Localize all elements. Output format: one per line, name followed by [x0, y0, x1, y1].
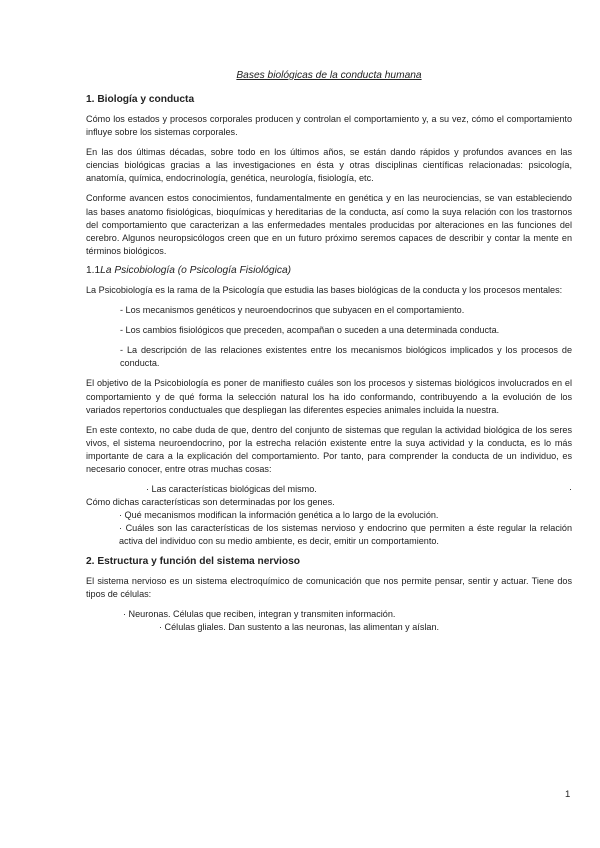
page-number: 1	[565, 789, 571, 800]
list-line-1	[86, 483, 572, 496]
section-1-1-paragraph-1: La Psicobiología es la rama de la Psicología que estudia las bases biológicas de la conducta y los procesos mentales:	[86, 284, 563, 295]
list-line-3: · Qué mecanismos modifican la información genética a lo largo de la evolución.	[119, 510, 439, 521]
cell-type-neurons: · Neuronas. Células que reciben, integran y transmiten información.	[123, 608, 396, 619]
cell-type-glial: · Células gliales. Dan sustento a las neuronas, las alimentan y aíslan.	[159, 621, 440, 632]
list-item: - Los mecanismos genéticos y neuroendocrinos que subyacen en el comportamiento.	[120, 305, 465, 316]
section-1-paragraph-2: En las dos últimas décadas, sobre todo en los últimos años, se están dando rápidos y profundos avances en las ciencias biológicas gracias a las investigaciones en ésta y otras disciplinas científicas relacionadas: psicología, anatomía, química, endocrinología, genética, neurología, fisiología, etc.	[86, 147, 572, 184]
section-1-1-heading	[86, 265, 572, 276]
section-1-heading: 1. Biología y conducta	[86, 94, 195, 105]
section-1-1-paragraph-3: En este contexto, no cabe duda de que, dentro del conjunto de sistemas que regulan la actividad biológica de los seres vivos, el sistema neuroendocrino, por la estrecha relación existente entre la suya actividad y la conducta, es lo más importante de cara a la explicación del comportamiento. Por tanto, para comprender la conducta de un individuo, es necesario conocer, entre otras muchas cosas:	[86, 424, 572, 474]
section-1-1-number: 1.1	[86, 264, 101, 276]
stray-dot: ·	[568, 484, 572, 495]
document-title: Bases biológicas de la conducta humana	[236, 70, 422, 81]
section-1-1-title: La Psicobiología (o Psicología Fisiológica)	[100, 264, 292, 276]
list-item: - Los cambios fisiológicos que preceden, acompañan o suceden a una determinada conducta.	[120, 325, 500, 336]
list-item: - La descripción de las relaciones existentes entre los mecanismos biológicos implicados y los procesos de conducta.	[120, 345, 572, 369]
section-1-paragraph-1: Cómo los estados y procesos corporales producen y controlan el comportamiento y, a su vez, cómo el comportamiento influye sobre los sistemas corporales.	[86, 114, 572, 138]
document-page	[86, 70, 572, 634]
section-1-paragraph-3: Conforme avancen estos conocimientos, fundamentalmente en genética y en las neurociencias, se van estableciendo las bases anatomo fisiológicas, bioquímicas y hereditarias de la conducta, así como la suya relación con los trastornos del comportamiento que caracterizan a las enfermedades mentales producidas por alteraciones en las funciones del cerebro. Algunos neuropsicólogos creen que en un futuro próximo seremos capaces de describir y contar la mente en términos biológicos.	[86, 193, 572, 256]
list-line-2: Cómo dichas características son determinadas por los genes.	[86, 497, 335, 508]
section-2-paragraph-1: El sistema nervioso es un sistema electroquímico de comunicación que nos permite pensar, sentir y actuar. Tiene dos tipos de células:	[86, 575, 572, 599]
list-line-4: · Cuáles son las características de los sistemas nervioso y endocrino que permiten a éste regular la relación activa del individuo con su medio ambiente, es decir, emitir un comportamiento.	[119, 523, 572, 547]
list-line-1-text: · Las características biológicas del mismo.	[146, 484, 317, 495]
section-2-heading: 2. Estructura y función del sistema nervioso	[86, 555, 301, 567]
section-1-1-paragraph-2: El objetivo de la Psicobiología es poner de manifiesto cuáles son los procesos y sistemas biológicos involucrados en el comportamiento y de qué forma la selección natural los ha ido conformando, contribuyendo a la evolución de los variados repertorios conductuales que despliegan las diferentes especies animales incluida la nuestra.	[86, 378, 572, 415]
